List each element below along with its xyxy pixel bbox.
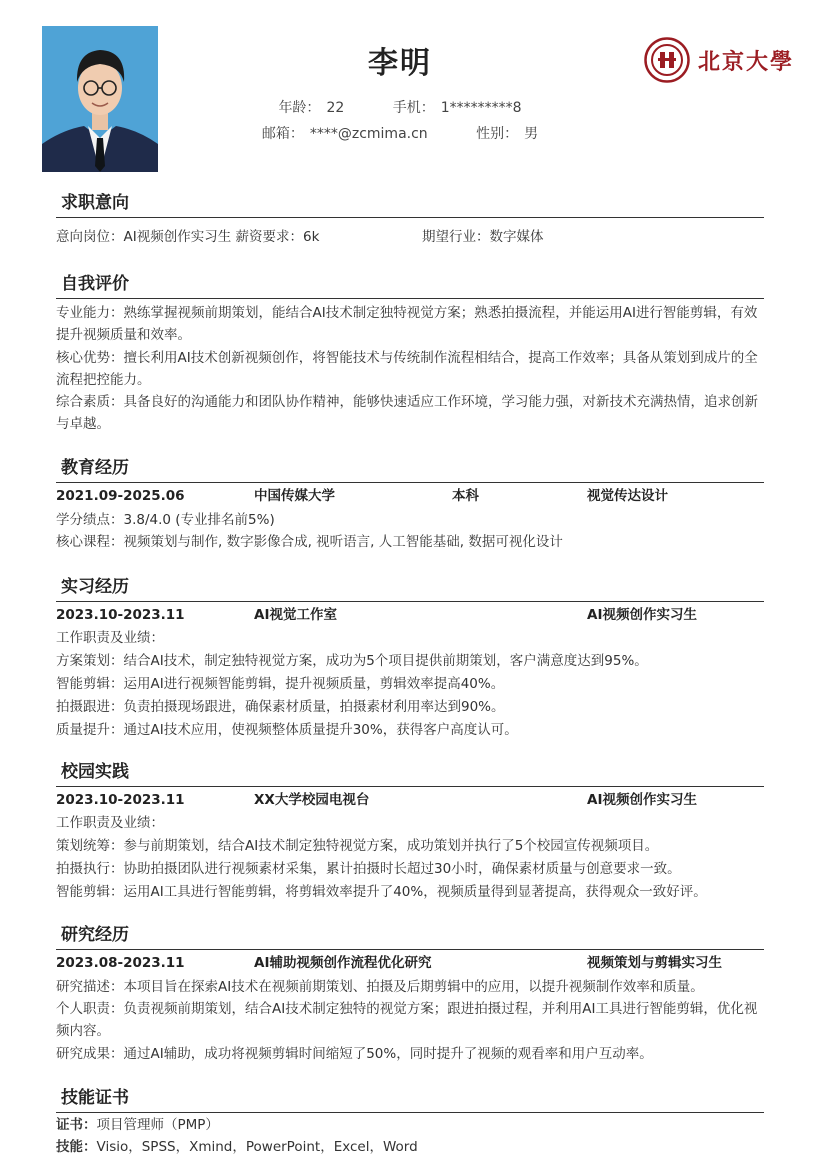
list-item: 个人职责：负责视频前期策划，结合AI技术制定独特的视觉方案；跟进拍摄过程，并利用AI工具进行智能剪辑，优化视频内容。 bbox=[56, 1001, 758, 1039]
cert-label: 证书： bbox=[56, 1117, 97, 1133]
skill-value: Visio，SPSS，Xmind，PowerPoint，Excel，Word bbox=[96, 1139, 418, 1155]
contact-row-2 bbox=[0, 123, 800, 143]
industry-field bbox=[422, 226, 544, 249]
education-school: 中国传媒大学 bbox=[254, 488, 335, 504]
phone-label: 手机： bbox=[392, 100, 435, 116]
education-courses: 核心课程：视频策划与制作, 数字影像合成, 视听语言, 人工智能基础, 数据可视化设计 bbox=[56, 534, 563, 550]
age-value: 22 bbox=[326, 100, 345, 116]
section-title-intent: 求职意向 bbox=[56, 188, 764, 218]
list-item: 拍摄执行：协助拍摄团队进行视频素材采集，累计拍摄时长超过30小时，确保素材质量与创意要求一致。 bbox=[56, 861, 681, 877]
skill-label: 技能： bbox=[56, 1139, 97, 1155]
phone-value: 1*********8 bbox=[440, 100, 522, 116]
cert-value: 项目管理师（PMP） bbox=[96, 1117, 219, 1133]
education-major: 视觉传达设计 bbox=[587, 488, 668, 504]
section-title-skills: 技能证书 bbox=[56, 1083, 764, 1113]
list-item: 工作职责及业绩： bbox=[56, 815, 164, 831]
internship-company: AI视觉工作室 bbox=[254, 607, 337, 623]
list-item: 工作职责及业绩： bbox=[56, 630, 164, 646]
campus-org: XX大学校园电视台 bbox=[254, 792, 370, 808]
intent-row bbox=[56, 226, 766, 249]
position-label: 意向岗位： bbox=[56, 229, 124, 245]
list-item: 策划统筹：参与前期策划，结合AI技术制定独特视觉方案，成功策划并执行了5个校园宣传视频项目。 bbox=[56, 838, 659, 854]
university-seal-icon bbox=[644, 37, 690, 83]
campus-role: AI视频创作实习生 bbox=[587, 792, 697, 808]
education-degree: 本科 bbox=[452, 488, 479, 504]
campus-period: 2023.10-2023.11 bbox=[56, 792, 185, 808]
education-period: 2021.09-2025.06 bbox=[56, 488, 185, 504]
section-title-campus: 校园实践 bbox=[56, 757, 764, 787]
gender-field bbox=[476, 123, 538, 143]
position-value: AI视频创作实习生 bbox=[123, 229, 232, 245]
email-field bbox=[262, 123, 428, 143]
age-label: 年龄： bbox=[278, 100, 321, 116]
list-item: 拍摄跟进：负责拍摄现场跟进，确保素材质量，拍摄素材利用率达到90%。 bbox=[56, 699, 505, 715]
university-logo-text: 北京大學 bbox=[698, 48, 795, 75]
list-item: 智能剪辑：运用AI进行视频智能剪辑，提升视频质量，剪辑效率提高40%。 bbox=[56, 676, 505, 692]
section-title-education: 教育经历 bbox=[56, 453, 764, 483]
salary-label: 薪资要求： bbox=[235, 229, 304, 245]
age-field bbox=[278, 97, 344, 117]
contact-row-1 bbox=[0, 97, 800, 117]
internship-role: AI视频创作实习生 bbox=[587, 607, 697, 623]
education-gpa: 学分绩点：3.8/4.0 (专业排名前5%) bbox=[56, 512, 275, 528]
cert-row bbox=[56, 1114, 766, 1137]
research-role: 视频策划与剪辑实习生 bbox=[587, 955, 722, 971]
gender-value: 男 bbox=[524, 126, 539, 142]
section-title-self-eval: 自我评价 bbox=[56, 269, 764, 299]
research-project: AI辅助视频创作流程优化研究 bbox=[254, 955, 432, 971]
phone-field bbox=[393, 97, 522, 117]
list-item: 研究成果：通过AI辅助，成功将视频剪辑时间缩短了50%，同时提升了视频的观看率和用户互动率。 bbox=[56, 1046, 653, 1062]
section-title-internship: 实习经历 bbox=[56, 572, 764, 602]
industry-label: 期望行业： bbox=[422, 229, 490, 245]
internship-period: 2023.10-2023.11 bbox=[56, 607, 185, 623]
research-period: 2023.08-2023.11 bbox=[56, 955, 185, 971]
self-eval-paragraph: 综合素质：具备良好的沟通能力和团队协作精神，能够快速适应工作环境，学习能力强，对新技术充满热情，追求创新与卓越。 bbox=[56, 394, 758, 432]
email-label: 邮箱： bbox=[261, 126, 304, 142]
university-logo bbox=[644, 36, 804, 84]
gender-label: 性别： bbox=[476, 126, 519, 142]
list-item: 方案策划：结合AI技术，制定独特视觉方案，成功为5个项目提供前期策划，客户满意度达到95%。 bbox=[56, 653, 648, 669]
section-title-research: 研究经历 bbox=[56, 920, 764, 950]
self-eval-paragraph: 核心优势：擅长利用AI技术创新视频创作，将智能技术与传统制作流程相结合，提高工作效率；具备从策划到成片的全流程把控能力。 bbox=[56, 350, 758, 388]
industry-value: 数字媒体 bbox=[489, 229, 544, 245]
skill-row bbox=[56, 1136, 766, 1159]
candidate-name: 李明 bbox=[368, 46, 432, 81]
email-value: ****@zcmima.cn bbox=[309, 126, 428, 142]
list-item: 质量提升：通过AI技术应用，使视频整体质量提升30%，获得客户高度认可。 bbox=[56, 722, 518, 738]
self-eval-paragraph: 专业能力：熟练掌握视频前期策划，能结合AI技术制定独特视觉方案；熟悉拍摄流程，并能运用AI进行智能剪辑，有效提升视频质量和效率。 bbox=[56, 305, 758, 343]
salary-value: 6k bbox=[303, 229, 320, 245]
list-item: 智能剪辑：运用AI工具进行智能剪辑，将剪辑效率提升了40%，视频质量得到显著提高，获得观众一致好评。 bbox=[56, 884, 707, 900]
list-item: 研究描述：本项目旨在探索AI技术在视频前期策划、拍摄及后期剪辑中的应用，以提升视频制作效率和质量。 bbox=[56, 979, 704, 995]
